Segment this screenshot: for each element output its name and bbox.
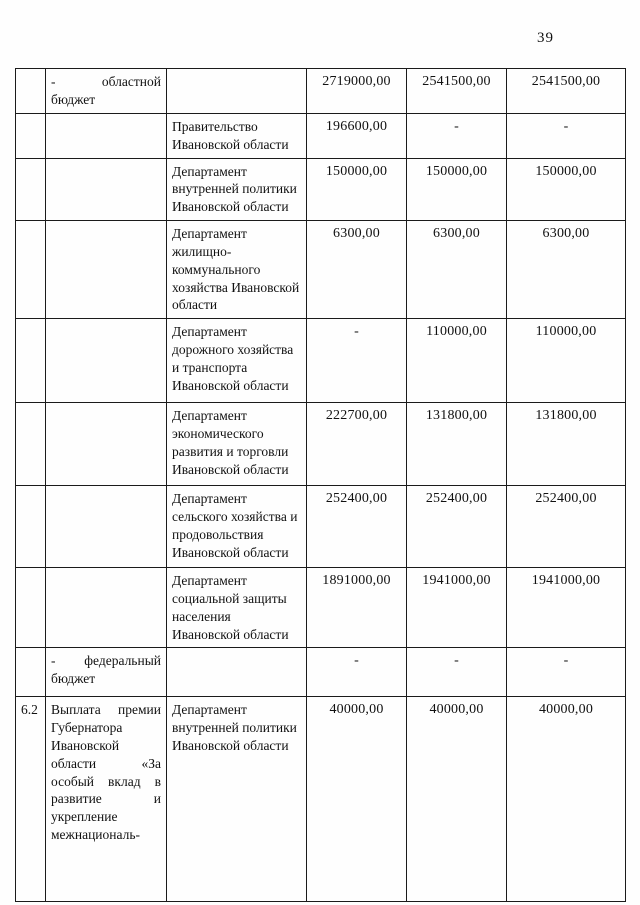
department-cell: Департамент социальной защиты населения Ивановской области: [167, 568, 307, 648]
budget-table: [15, 68, 626, 902]
amount-cell-2: 131800,00: [407, 403, 507, 486]
amount-cell-2: 40000,00: [407, 697, 507, 902]
table-row: [16, 221, 626, 319]
description-cell: [46, 568, 167, 648]
amount-cell-3: 110000,00: [507, 319, 626, 403]
amount-cell-3: 1941000,00: [507, 568, 626, 648]
department-cell: Департамент дорожного хозяйства и транспорта Ивановской области: [167, 319, 307, 403]
description-cell: [46, 114, 167, 159]
amount-cell-2: 2541500,00: [407, 69, 507, 114]
description-cell: - областной бюджет: [46, 69, 167, 114]
row-number-cell: [16, 568, 46, 648]
description-cell: - федеральный бюджет: [46, 648, 167, 697]
amount-cell-1: 6300,00: [307, 221, 407, 319]
description-cell: [46, 158, 167, 220]
amount-cell-1: 1891000,00: [307, 568, 407, 648]
table-row: [16, 114, 626, 159]
page-number: 39: [537, 30, 554, 46]
row-number-cell: [16, 319, 46, 403]
amount-cell-3: 6300,00: [507, 221, 626, 319]
amount-cell-2: 150000,00: [407, 158, 507, 220]
amount-cell-3: -: [507, 648, 626, 697]
amount-cell-2: -: [407, 648, 507, 697]
department-cell: Правительство Ивановской области: [167, 114, 307, 159]
row-number-cell: 6.2: [16, 697, 46, 902]
department-cell: Департамент внутренней политики Ивановской области: [167, 697, 307, 902]
amount-cell-1: 150000,00: [307, 158, 407, 220]
table-row: [16, 319, 626, 403]
description-cell: [46, 319, 167, 403]
table-row: [16, 486, 626, 568]
amount-cell-2: -: [407, 114, 507, 159]
table-row: [16, 403, 626, 486]
amount-cell-1: 222700,00: [307, 403, 407, 486]
description-cell: [46, 221, 167, 319]
amount-cell-2: 6300,00: [407, 221, 507, 319]
row-number-cell: [16, 69, 46, 114]
amount-cell-3: 252400,00: [507, 486, 626, 568]
department-cell: Департамент сельского хозяйства и продовольствия Ивановской области: [167, 486, 307, 568]
row-number-cell: [16, 403, 46, 486]
amount-cell-1: 196600,00: [307, 114, 407, 159]
table-row: [16, 158, 626, 220]
description-cell: [46, 486, 167, 568]
table-row: [16, 697, 626, 902]
amount-cell-3: 2541500,00: [507, 69, 626, 114]
department-cell: Департамент жилищно-коммунального хозяйства Ивановской области: [167, 221, 307, 319]
department-cell: Департамент экономического развития и торговли Ивановской области: [167, 403, 307, 486]
amount-cell-3: 150000,00: [507, 158, 626, 220]
amount-cell-1: 2719000,00: [307, 69, 407, 114]
row-number-cell: [16, 648, 46, 697]
amount-cell-1: 252400,00: [307, 486, 407, 568]
row-number-cell: [16, 158, 46, 220]
description-cell: Выплата премии Губернатора Ивановской области «За особый вклад в развитие и укрепление межнациональ-: [46, 697, 167, 902]
department-cell: [167, 69, 307, 114]
amount-cell-1: 40000,00: [307, 697, 407, 902]
description-cell: [46, 403, 167, 486]
row-number-cell: [16, 221, 46, 319]
amount-cell-1: -: [307, 648, 407, 697]
row-number-cell: [16, 486, 46, 568]
table-row: [16, 568, 626, 648]
amount-cell-3: 131800,00: [507, 403, 626, 486]
amount-cell-2: 110000,00: [407, 319, 507, 403]
department-cell: Департамент внутренней политики Ивановской области: [167, 158, 307, 220]
department-cell: [167, 648, 307, 697]
row-number-cell: [16, 114, 46, 159]
amount-cell-2: 252400,00: [407, 486, 507, 568]
table-row: [16, 648, 626, 697]
amount-cell-1: -: [307, 319, 407, 403]
amount-cell-3: 40000,00: [507, 697, 626, 902]
amount-cell-3: -: [507, 114, 626, 159]
table-row: [16, 69, 626, 114]
amount-cell-2: 1941000,00: [407, 568, 507, 648]
